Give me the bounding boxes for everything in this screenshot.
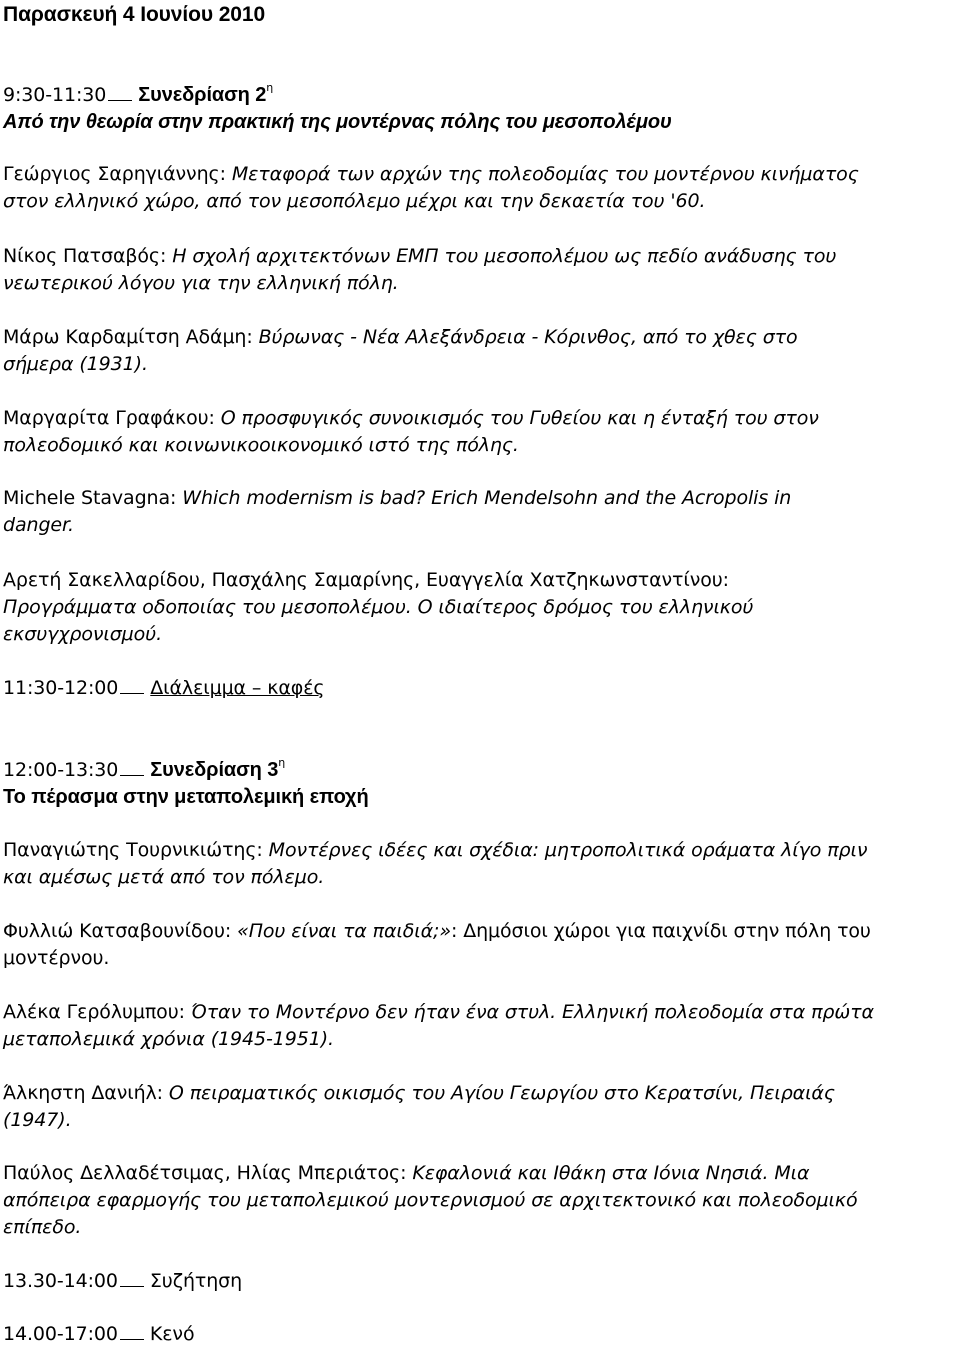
talk-title-cont: σήμερα (1931). [3, 353, 148, 375]
blank-line [120, 775, 144, 776]
talk-line [3, 1164, 809, 1183]
session2-label: Συνεδρίαση 2 [138, 84, 267, 106]
empty-label: Κενό [149, 1323, 195, 1345]
talk-author: Άλκηστη Δανιήλ: [3, 1082, 163, 1104]
talk-author: Μάρω Καρδαμίτση Αδάμη: [3, 326, 253, 348]
break-label: Διάλειμμα – καφές [150, 677, 325, 699]
talk-author: Michele Stavagna: [3, 487, 177, 509]
talk-title: Βύρωνας - Νέα Αλεξάνδρεια - Κόρινθος, από το χθες στο [252, 326, 798, 348]
talk-title: Όταν το Μοντέρνο δεν ήταν ένα στυλ. Ελληνική πολεοδομία στα πρώτα [184, 1001, 874, 1023]
talk-line [3, 165, 859, 184]
blank-line [120, 693, 144, 694]
talk-line [3, 1003, 874, 1022]
blank-line [108, 100, 132, 101]
talk-title-cont: danger. [3, 514, 74, 536]
talk-author: Παύλος Δελλαδέτσιμας, Ηλίας Μπεριάτος: [3, 1162, 407, 1184]
programme-page [3, 0, 959, 1348]
talk-line [3, 489, 791, 508]
talk-author: Παναγιώτης Τουρνικιώτης: [3, 839, 263, 861]
talk-title-cont: εκσυγχρονισμού. [3, 623, 163, 645]
empty-time: 14.00-17:00 [3, 1323, 118, 1345]
talk-title: Which modernism is bad? Erich Mendelsohn and the Acropolis in [176, 487, 792, 509]
talk-title-cont: νεωτερικού λόγου για την ελληνική πόλη. [3, 272, 399, 294]
talk-title-cont: απόπειρα εφαρμογής του μεταπολεμικού μοντερνισμού σε αρχιτεκτονικό και πολεοδομικό [3, 1189, 858, 1211]
talk-title: Η σχολή αρχιτεκτόνων ΕΜΠ του μεσοπολέμου ως πεδίο ανάδυσης του [166, 245, 837, 267]
talk-author: Φυλλιώ Κατσαβουνίδου: [3, 920, 232, 942]
session3-title: Το πέρασμα στην μεταπολεμική εποχή [3, 786, 369, 808]
discussion-label: Συζήτηση [149, 1270, 243, 1292]
talk-title: Κεφαλονιά και Ιθάκη στα Ιόνια Νησιά. Μια [406, 1162, 810, 1184]
talk-title-cont: επίπεδο. [3, 1216, 82, 1238]
talk-title-cont: πολεοδομικό και κοινωνικοοικονομικό ιστό της πόλης. [3, 434, 519, 456]
discussion-line [3, 1272, 242, 1291]
talk-author: Νίκος Πατσαβός: [3, 245, 167, 267]
talk-title: Μοντέρνες ιδέες και σχέδια: μητροπολιτικά οράματα λίγο πριν [262, 839, 868, 861]
session3-line [3, 756, 286, 781]
talk-title: Ο πειραματικός οικισμός του Αγίου Γεωργίου στο Κερατσίνι, Πειραιάς [162, 1082, 835, 1104]
talk-author: Μαργαρίτα Γραφάκου: [3, 407, 215, 429]
empty-line [3, 1325, 194, 1344]
session2-time: 9:30-11:30 [3, 84, 107, 106]
session2-line [3, 81, 274, 106]
talk-line [3, 409, 819, 428]
talk-title: Μεταφορά των αρχών της πολεοδομίας του μοντέρνου κινήματος [225, 163, 859, 185]
session3-time: 12:00-13:30 [3, 759, 119, 781]
blank-line [120, 1286, 144, 1287]
session2-title: Από την θεωρία στην πρακτική της μοντέρνας πόλης του μεσοπολέμου [3, 111, 672, 133]
talk-title: Ο προσφυγικός συνοικισμός του Γυθείου και η ένταξή του στον [214, 407, 819, 429]
talk-title-cont: μεταπολεμικά χρόνια (1945-1951). [3, 1028, 334, 1050]
talk-title-cont: (1947). [3, 1109, 72, 1131]
talk-title-quote: «Που είναι τα παιδιά;» [231, 920, 451, 942]
talk-title-cont: μοντέρνου. [3, 947, 110, 969]
talk-line [3, 328, 798, 347]
session3-label: Συνεδρίαση 3 [150, 759, 279, 781]
talk-line [3, 922, 871, 941]
discussion-time: 13.30-14:00 [3, 1270, 118, 1292]
date-heading: Παρασκευή 4 Ιουνίου 2010 [3, 3, 266, 26]
break-line [3, 679, 324, 698]
talk-line [3, 1084, 835, 1103]
talk-line [3, 841, 867, 860]
talk-title-cont: και αμέσως μετά από τον πόλεμο. [3, 866, 325, 888]
talk-author: Αλέκα Γερόλυμπου: [3, 1001, 185, 1023]
session2-sup: η [266, 81, 274, 94]
session3-sup: η [278, 756, 286, 769]
talk-authors: Αρετή Σακελλαρίδου, Πασχάλης Σαμαρίνης, Ευαγγελία Χατζηκωνσταντίνου: [3, 569, 729, 591]
talk-title: Προγράμματα οδοποιίας του μεσοπολέμου. Ο ιδιαίτερος δρόμος του ελληνικού [3, 596, 754, 618]
talk-author: Γεώργιος Σαρηγιάννης: [3, 163, 226, 185]
break-time: 11:30-12:00 [3, 677, 119, 699]
talk-title-cont: στον ελληνικό χώρο, από τον μεσοπόλεμο μέχρι και την δεκαετία του '60. [3, 190, 706, 212]
blank-line [120, 1339, 144, 1340]
talk-line [3, 247, 836, 266]
talk-title-rest: : Δημόσιοι χώροι για παιχνίδι στην πόλη του [450, 920, 871, 942]
